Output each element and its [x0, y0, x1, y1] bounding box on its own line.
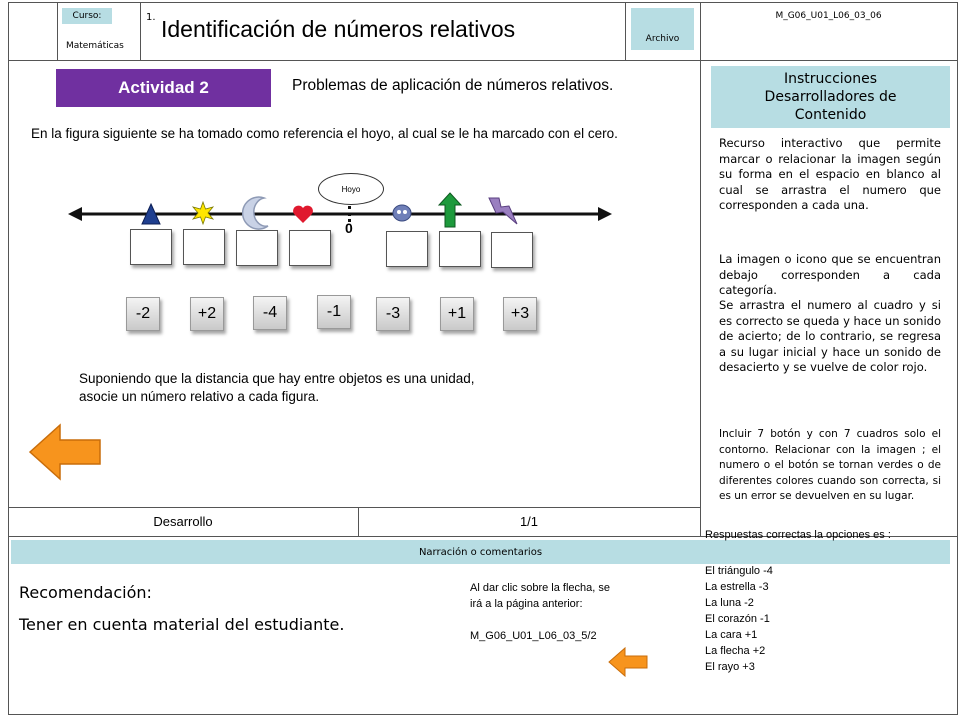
number-button[interactable]: +2	[190, 297, 224, 331]
answer-box-heart[interactable]	[289, 230, 331, 266]
answer-item: El triángulo -4	[705, 565, 773, 577]
number-button[interactable]: -4	[253, 296, 287, 330]
triangle-icon	[141, 203, 161, 225]
frame-right-border	[957, 2, 958, 714]
back-note-line-1: Al dar clic sobre la flecha, se	[470, 582, 611, 594]
answer-box-triangle[interactable]	[130, 229, 172, 265]
answer-box-arrow[interactable]	[439, 231, 481, 267]
answer-item: La luna -2	[705, 597, 754, 609]
number-button[interactable]: -1	[317, 295, 351, 329]
instruction-line-1: Suponiendo que la distancia que hay entre objetos es una unidad,	[79, 371, 475, 386]
number-button[interactable]: -3	[376, 297, 410, 331]
heart-icon	[292, 204, 314, 224]
answer-item: El rayo +3	[705, 661, 755, 673]
answers-title: Respuestas correctas la opciones es :	[705, 529, 891, 541]
frame-top-border	[8, 2, 958, 3]
instructions-para-1: Recurso interactivo que permite marcar o relacionar la imagen según su forma en el espacio en blanco al cual se arrastra el numero que corresponden a cada una.	[719, 136, 941, 212]
narration-bar-label: Narración o comentarios	[418, 546, 543, 558]
back-arrow-icon[interactable]	[27, 422, 103, 482]
zero-label: 0	[345, 220, 353, 236]
answer-item: La cara +1	[705, 629, 758, 641]
hoyo-label: Hoyo	[341, 184, 361, 194]
back-note-line-2: irá a la página anterior:	[470, 598, 583, 610]
number-button[interactable]: +3	[503, 297, 537, 331]
answer-box-star[interactable]	[183, 229, 225, 265]
resource-code: M_G06_U01_L06_03_06	[775, 11, 882, 21]
hoyo-bubble	[318, 173, 384, 205]
archivo-label: Archivo	[631, 8, 694, 50]
narration-bar	[11, 540, 950, 564]
number-button[interactable]: -2	[126, 297, 160, 331]
answer-item: El corazón -1	[705, 613, 770, 625]
answer-item: La flecha +2	[705, 645, 766, 657]
answer-box-moon[interactable]	[236, 230, 278, 266]
development-label: Desarrollo	[153, 514, 213, 529]
instructions-title-text: Instrucciones Desarrolladores de Contenido	[764, 71, 897, 123]
header-divider-1	[57, 2, 58, 60]
answer-item: La estrella -3	[705, 581, 769, 593]
page-title: Identificación de números relativos	[161, 16, 516, 42]
star-icon	[191, 201, 215, 225]
back-note-code: M_G06_U01_L06_03_5/2	[470, 630, 597, 642]
header-bottom-border	[8, 60, 958, 61]
answer-box-face[interactable]	[386, 231, 428, 267]
small-back-arrow-icon[interactable]	[607, 646, 649, 678]
lightning-icon	[485, 196, 519, 226]
page-counter: 1/1	[519, 514, 539, 529]
moon-icon	[242, 196, 272, 230]
activity-subtitle: Problemas de aplicación de números relativos.	[292, 77, 614, 94]
curso-label: Curso:	[62, 8, 112, 24]
lesson-number: 1.	[146, 12, 156, 23]
header-divider-2	[140, 2, 141, 60]
intro-text: En la figura siguiente se ha tomado como referencia el hoyo, al cual se le ha marcado con el cero.	[31, 126, 618, 141]
frame-left-border	[8, 2, 9, 714]
recommendation-title: Recomendación:	[19, 583, 152, 602]
activity-badge: Actividad 2	[56, 69, 271, 107]
dev-bar-top-border	[8, 507, 700, 508]
header-divider-3	[625, 2, 626, 60]
curso-value: Matemáticas	[66, 41, 124, 51]
frame-bottom-border	[8, 714, 958, 715]
instructions-para-3: Se arrastra el numero al cuadro y si es correcto se queda y hace un sonido de acierto; de lo contrario, se regresa a su lugar inicial y hace un sonido de desacierto y se vuelve de color rojo.	[719, 298, 941, 374]
arrow-up-icon	[438, 192, 462, 228]
answer-box-lightning[interactable]	[491, 232, 533, 268]
instructions-para-4: Incluir 7 botón y con 7 cuadros solo el contorno. Relacionar con la imagen ; el numero o el botón se tornan verdes o de diferentes colores cuando son correcta, si es un error se devuelven en su lugar.	[719, 428, 941, 502]
recommendation-text: Tener en cuenta material del estudiante.	[19, 615, 345, 634]
content-right-divider	[700, 60, 701, 536]
instructions-para-2: La imagen o icono que se encuentran debajo corresponden a cada categoría.	[719, 252, 941, 297]
instruction-line-2: asocie un número relativo a cada figura.	[79, 389, 320, 404]
number-button[interactable]: +1	[440, 297, 474, 331]
face-icon	[392, 204, 412, 222]
instructions-panel-title	[711, 66, 950, 128]
